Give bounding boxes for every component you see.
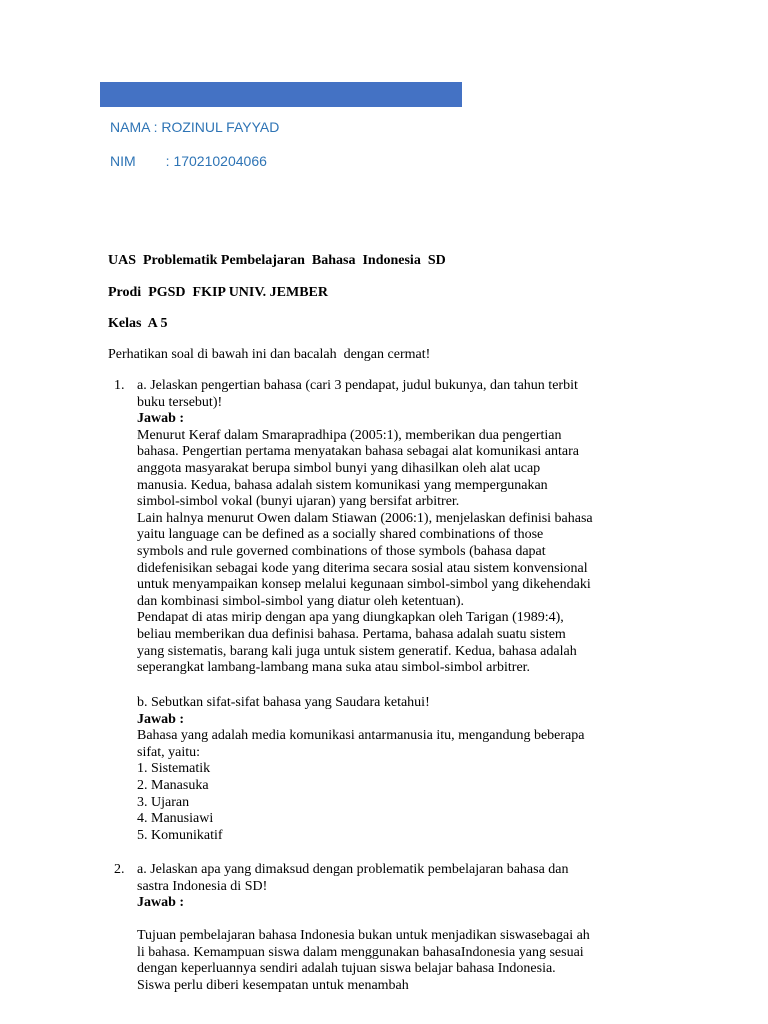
answer-1b-intro — [137, 728, 641, 761]
list-item: 2. Manasuka — [137, 777, 209, 793]
text-line: simbol-simbol vokal (bunyi ujaran) yang bersifat arbitrer. — [137, 494, 460, 510]
answer-1a-paragraph-1 — [137, 428, 641, 511]
text-line: Siswa perlu diberi kesempatan untuk menambah — [137, 977, 409, 993]
language-traits-list — [137, 761, 641, 844]
text-line: seperangkat lambang-lambang mana suka atau simbol-simbol arbitrer. — [137, 660, 531, 676]
text-line: Pendapat di atas mirip dengan apa yang diungkapkan oleh Tarigan (1989:4), — [137, 610, 564, 626]
instruction-text: Perhatikan soal di bawah ini dan bacalah dengan cermat! — [108, 347, 431, 362]
question-1a-line-2: buku tersebut)! — [137, 394, 223, 410]
text-line: Bahasa yang adalah media komunikasi antarmanusia itu, mengandung beberapa — [137, 728, 585, 744]
answer-1b-label: Jawab : — [137, 711, 185, 727]
answer-1a-label: Jawab : — [137, 411, 185, 427]
question-1a-line-1: a. Jelaskan pengertian bahasa (cari 3 pendapat, judul bukunya, dan tahun terbit — [137, 378, 578, 393]
text-line: beliau memberikan dua definisi bahasa. Pertama, bahasa adalah suatu sistem — [137, 626, 566, 642]
list-item: 1. Sistematik — [137, 761, 211, 777]
answer-2a-text — [137, 928, 641, 994]
answer-1a-paragraph-2 — [137, 511, 641, 611]
text-line: didefenisikan sebagai kode yang diterima secara sosial atau sistem konvensional — [137, 560, 588, 576]
answer-2a-label: Jawab : — [137, 895, 185, 911]
header-accent-bar — [100, 82, 462, 107]
question-1-number: 1. — [114, 378, 125, 393]
text-line: yaitu language can be defined as a socially shared combinations of those — [137, 527, 544, 543]
student-nim — [110, 153, 267, 169]
question-1-block — [137, 378, 641, 677]
exam-title: UAS Problematik Pembelajaran Bahasa Indonesia SD — [108, 253, 446, 268]
nim-value: : 170210204066 — [165, 153, 267, 169]
text-line: symbols and rule governed combinations of those symbols (bahasa dapat — [137, 543, 546, 559]
question-2a-line-1: a. Jelaskan apa yang dimaksud dengan problematik pembelajaran bahasa dan — [137, 862, 569, 877]
text-line: dengan keperluannya sendiri adalah tujuan siswa belajar bahasa Indonesia. — [137, 961, 556, 977]
text-line: anggota masyarakat berupa simbol bunyi yang dihasilkan oleh alat ucap — [137, 460, 541, 476]
student-name: NAMA : ROZINUL FAYYAD — [110, 119, 280, 135]
question-2-block — [137, 862, 641, 912]
question-1b-block — [137, 695, 641, 844]
question-2-number: 2. — [114, 862, 125, 877]
text-line: bahasa. Pengertian pertama menyatakan bahasa sebagai alat komunikasi antara — [137, 444, 579, 460]
text-line: Lain halnya menurut Owen dalam Stiawan (2006:1), menjelaskan definisi bahasa — [137, 510, 593, 526]
question-2a-text — [137, 862, 641, 895]
study-program: Prodi PGSD FKIP UNIV. JEMBER — [108, 285, 329, 300]
text-line: li bahasa. Kemampuan siswa dalam menggunakan bahasaIndonesia yang sesuai — [137, 944, 584, 960]
text-line: yang sistematis, barang kali juga untuk sistem generatif. Kedua, bahasa adalah — [137, 643, 577, 659]
text-line: Tujuan pembelajaran bahasa Indonesia bukan untuk menjadikan siswasebagai ah — [137, 928, 590, 943]
nim-label: NIM — [110, 153, 136, 169]
question-1b-text: b. Sebutkan sifat-sifat bahasa yang Saudara ketahui! — [137, 695, 430, 710]
answer-2a-paragraph — [137, 928, 641, 994]
text-line: untuk menyampaikan konsep melalui kegunaan simbol-simbol yang dikehendaki — [137, 577, 591, 593]
text-line: Menurut Keraf dalam Smarapradhipa (2005:1), memberikan dua pengertian — [137, 427, 562, 443]
text-line: manusia. Kedua, bahasa adalah sistem komunikasi yang mempergunakan — [137, 477, 548, 493]
answer-1a-paragraph-3 — [137, 610, 641, 676]
text-line: sifat, yaitu: — [137, 744, 200, 760]
list-item: 5. Komunikatif — [137, 827, 223, 843]
question-1a-text — [137, 378, 641, 411]
list-item: 3. Ujaran — [137, 794, 190, 810]
question-2a-line-2: sastra Indonesia di SD! — [137, 878, 268, 894]
list-item: 4. Manusiawi — [137, 811, 214, 827]
text-line: dan kombinasi simbol-simbol yang diatur oleh ketentuan). — [137, 593, 464, 609]
class-label: Kelas A 5 — [108, 316, 168, 331]
